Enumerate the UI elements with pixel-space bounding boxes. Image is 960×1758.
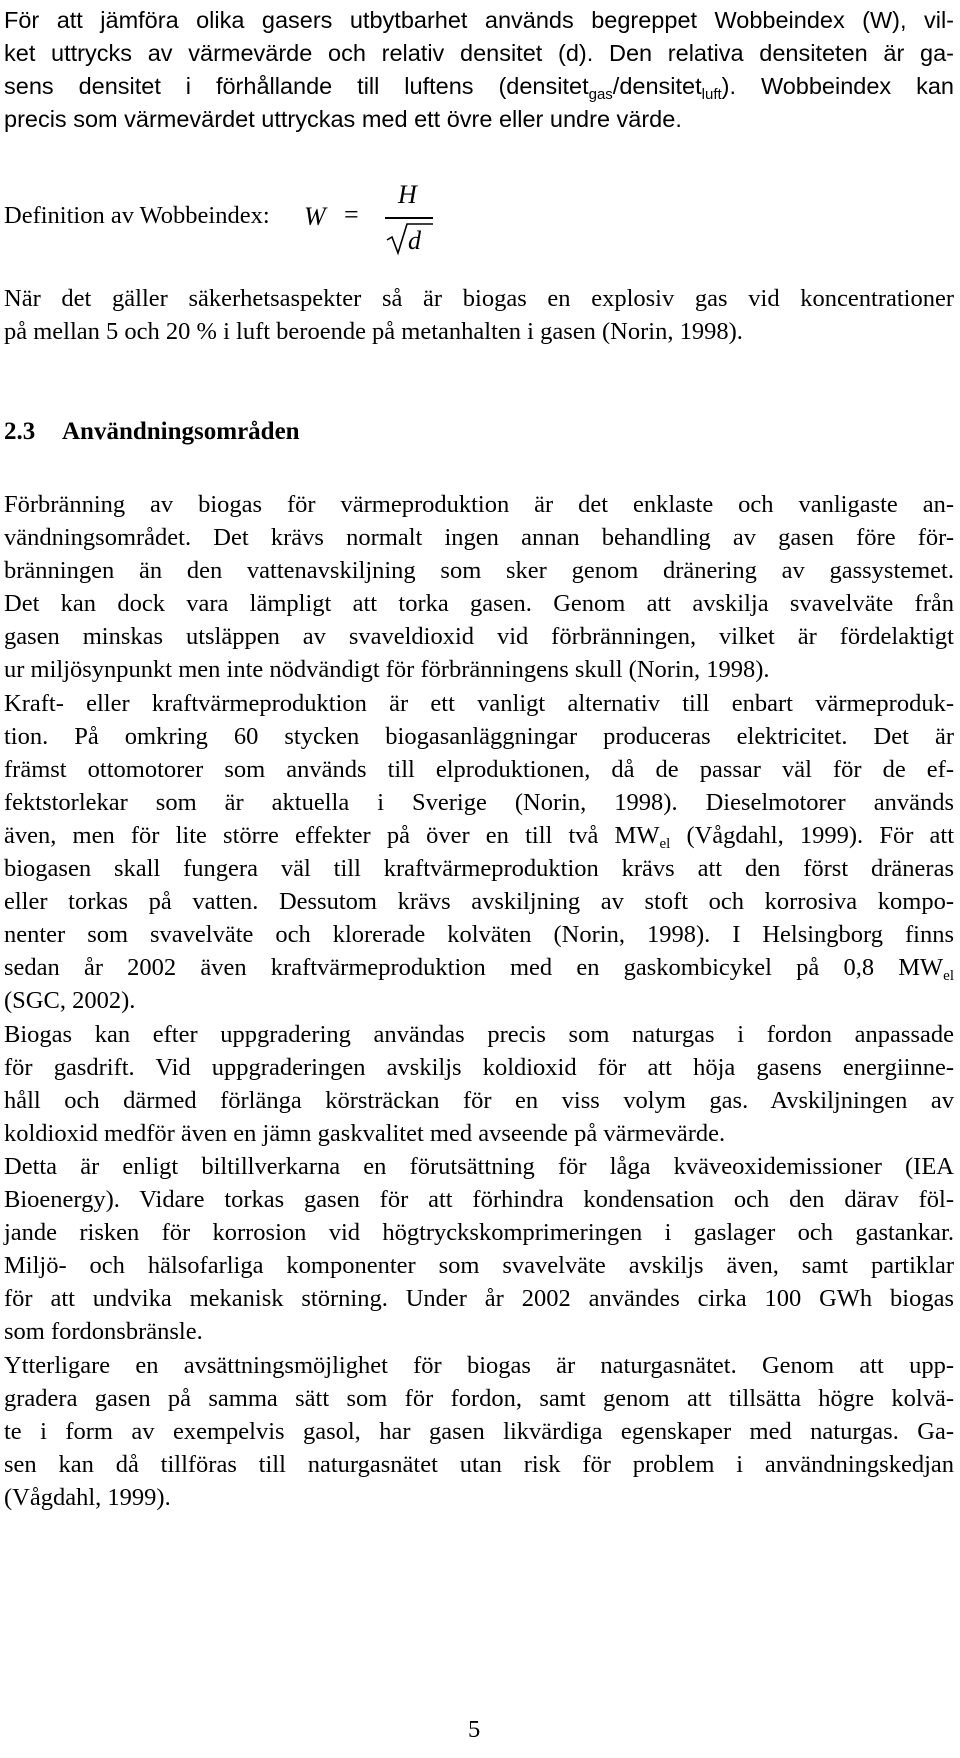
text-line: När det gäller säkerhetsaspekter så är biogas en explosiv gas vid koncentrationer <box>4 285 954 312</box>
text-line: Kraft- eller kraftvärmeproduktion är ett vanligt alternativ till enbart värmeproduk- <box>4 690 954 717</box>
text-line: Detta är enligt biltillverkarna en förutsättning för låga kväveoxidemissioner (IEA <box>4 1153 954 1180</box>
paragraph-combustion <box>4 488 954 686</box>
text-line: precis som värmevärdet uttryckas med ett övre eller undre värde. <box>4 106 682 132</box>
intro-paragraph <box>4 4 954 136</box>
formula-denominator: d <box>408 226 421 255</box>
text-line: som fordonsbränsle. <box>4 1318 203 1345</box>
text-line: nenter som svavelväte och klorerade kolväten (Norin, 1998). I Helsingborg finns <box>4 921 954 948</box>
text-line: eller torkas på vatten. Dessutom krävs avskiljning av stoft och korrosiva kompo- <box>4 888 954 915</box>
text-line: Ytterligare en avsättningsmöjlighet för biogas är naturgasnätet. Genom att upp- <box>4 1352 954 1379</box>
text-line: sedan år 2002 även kraftvärmeproduktion med en gaskombicykel på 0,8 $MW_{el}$ <box>4 954 954 984</box>
text-line: Bioenergy). Vidare torkas gasen för att förhindra kondensation och den därav föl- <box>4 1186 954 1213</box>
section-number: 2.3 <box>4 418 36 445</box>
text-line: (SGC, 2002). <box>4 987 136 1014</box>
paragraph-gas-grid <box>4 1349 954 1514</box>
text-line: håll och därmed förlänga körsträckan för en viss volym gas. Avskiljningen av <box>4 1087 954 1114</box>
text-line: sen kan då tillföras till naturgasnätet utan risk för problem i användningskedjan <box>4 1451 954 1478</box>
text-line: vändningsområdet. Det krävs normalt ingen annan behandling av gasen före för- <box>4 524 954 551</box>
text-line: gasen minskas utsläppen av svaveldioxid vid förbränningen, vilket är fördelaktigt <box>4 623 954 650</box>
page-number: 5 <box>468 1716 481 1743</box>
text-line: jande risken för korrosion vid högtryckskomprimeringen i gaslager och gastankar. <box>4 1219 954 1246</box>
text-line: även, men för lite större effekter på över en till två $MW_{el}$ (Vågdahl, 1999). För att <box>4 822 955 852</box>
paragraph-emissions <box>4 1150 954 1348</box>
text-line: Det kan dock vara lämpligt att torka gasen. Genom att avskilja svavelväte från <box>4 590 954 617</box>
safety-paragraph <box>4 282 954 348</box>
fraction-bar <box>385 217 433 219</box>
text-line: bränningen än den vattenavskiljning som sker genom dränering av gassystemet. <box>4 557 954 584</box>
paragraph-vehicle-fuel <box>4 1018 954 1150</box>
text-line: ur miljösynpunkt men inte nödvändigt för förbränningens skull (Norin, 1998). <box>4 656 770 683</box>
text-line: För att jämföra olika gasers utbytbarhet används begreppet Wobbeindex (W), vil- <box>4 7 954 33</box>
text-line: fektstorlekar som är aktuella i Sverige (Norin, 1998). Dieselmotorer används <box>4 789 954 816</box>
section-title: Användningsområden <box>62 418 300 445</box>
text-line: på mellan 5 och 20 % i luft beroende på metanhalten i gasen (Norin, 1998). <box>4 318 743 345</box>
text-line: (Vågdahl, 1999). <box>4 1484 171 1511</box>
formula-label: Definition av Wobbeindex: <box>4 202 270 229</box>
formula-numerator: H <box>398 180 417 209</box>
text-line: Förbränning av biogas för värmeproduktion är det enklaste och vanligaste an- <box>4 491 954 518</box>
text-line: biogasen skall fungera väl till kraftvärmeproduktion krävs att den först dräneras <box>4 855 954 882</box>
text-line: sens densitet i förhållande till luftens (densitet$_{gas}$/densitet$_{luft}$). Wobbeindex kan <box>4 73 954 103</box>
text-line: Miljö- och hälsofarliga komponenter som svavelväte avskiljs även, samt partiklar <box>4 1252 954 1279</box>
paragraph-chp <box>4 687 954 1017</box>
text-line: för att undvika mekanisk störning. Under år 2002 användes cirka 100 GWh biogas <box>4 1285 954 1312</box>
text-line: koldioxid medför även en jämn gaskvalitet med avseende på värmevärde. <box>4 1120 726 1147</box>
text-line: främst ottomotorer som används till elproduktionen, då de passar väl för de ef- <box>4 756 954 783</box>
wobbe-formula <box>4 180 524 260</box>
formula-equals: = <box>344 200 359 229</box>
formula-lhs: W <box>304 202 326 231</box>
text-line: gradera gasen på samma sätt som för fordon, samt genom att tillsätta högre kolvä- <box>4 1385 954 1412</box>
text-line: för gasdrift. Vid uppgraderingen avskiljs koldioxid för att höja gasens energiinne- <box>4 1054 954 1081</box>
text-line: te i form av exempelvis gasol, har gasen likvärdiga egenskaper med naturgas. Ga- <box>4 1418 954 1445</box>
section-heading <box>4 418 300 446</box>
text-line: Biogas kan efter uppgradering användas precis som naturgas i fordon anpassade <box>4 1021 954 1048</box>
text-line: ket uttrycks av värmevärde och relativ densitet (d). Den relativa densiteten är ga- <box>4 40 954 66</box>
text-line: tion. På omkring 60 stycken biogasanläggningar produceras elektricitet. Det är <box>4 723 954 750</box>
